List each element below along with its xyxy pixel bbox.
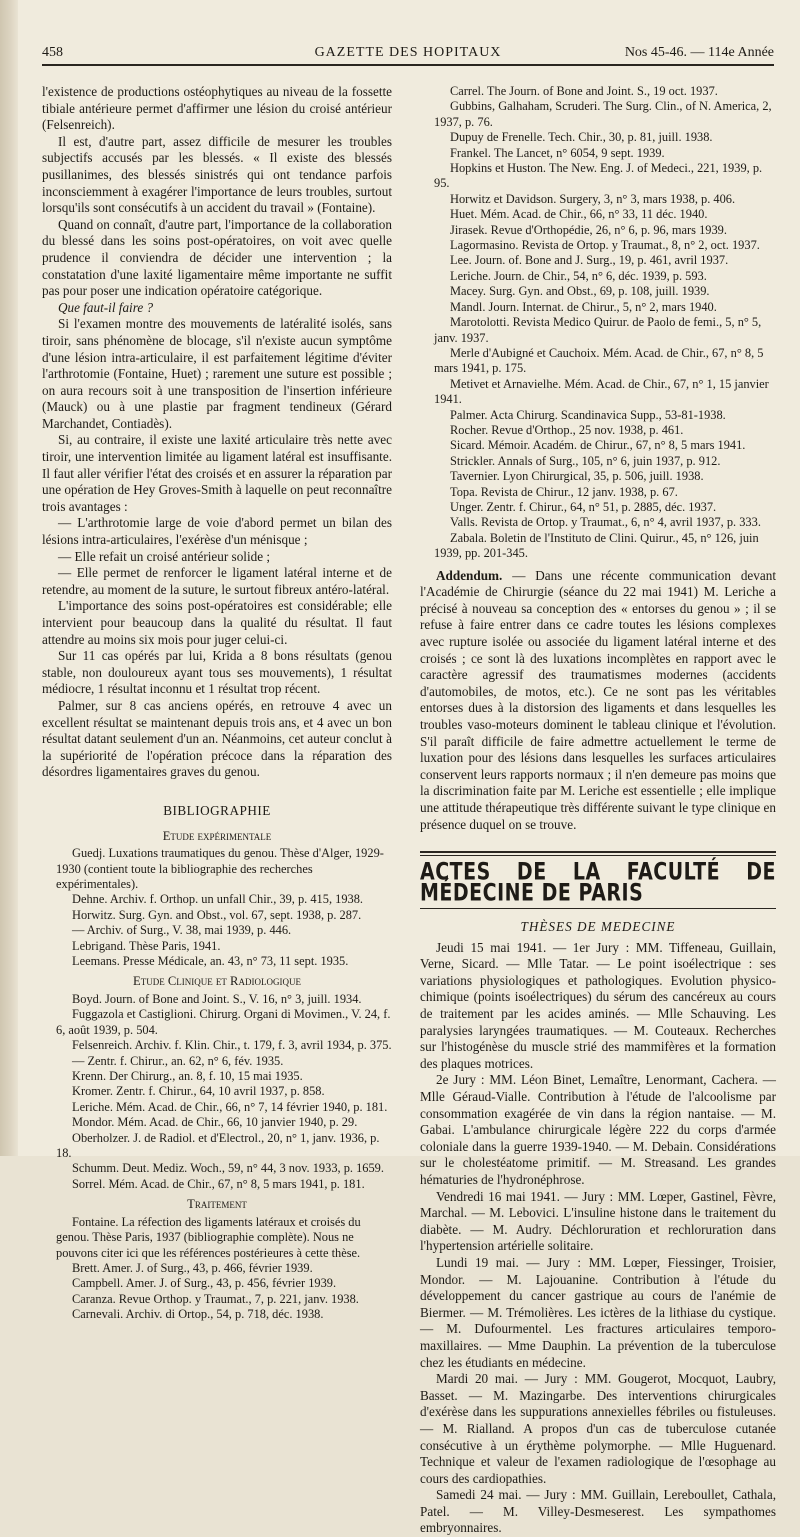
paragraph: Palmer, sur 8 cas anciens opérés, en retrouve 4 avec un excellent résultat se maintenant depuis trois ans, et 4 avec un bon résultat datant seulement d'un an. Néanmoins, cet auteur conclut à la supériorité de l'opération précoce dans la réparation des désordres ligamentaires graves du genou. bbox=[42, 697, 392, 780]
reference: Caranza. Revue Orthop. y Traumat., 7, p. 221, janv. 1938. bbox=[72, 1291, 359, 1306]
reference: Frankel. The Lancet, n° 6054, 9 sept. 1939. bbox=[450, 145, 665, 160]
paragraph: — Elle refait un croisé antérieur solide ; bbox=[58, 548, 271, 564]
reference: Marotolotti. Revista Medico Quirur. de Paolo de femi., 5, n° 5, janv. 1937. bbox=[434, 315, 762, 345]
section-title: Traitement bbox=[187, 1197, 247, 1212]
running-header bbox=[42, 42, 774, 66]
question-heading: Que faut-il faire ? bbox=[58, 299, 154, 315]
journal-title: GAZETTE DES HOPITAUX bbox=[314, 45, 502, 60]
reference: Macey. Surg. Gyn. and Obst., 69, p. 108, juill. 1939. bbox=[450, 284, 710, 299]
reference: Dupuy de Frenelle. Tech. Chir., 30, p. 81, juill. 1938. bbox=[450, 130, 713, 145]
reference: Mondor. Mém. Acad. de Chir., 66, 10 janvier 1940, p. 29. bbox=[72, 1115, 358, 1130]
thesis-entry: Samedi 24 mai. — Jury : MM. Guillain, Lereboullet, Cathala, Patel. — M. Villey-Desmeserest. Les sympathomes embryonnaires. bbox=[420, 1487, 776, 1536]
reference: Horwitz. Surg. Gyn. and Obst., vol. 67, sept. 1938, p. 287. bbox=[72, 907, 362, 922]
reference: Mandl. Journ. Internat. de Chirur., 5, n° 2, mars 1940. bbox=[450, 299, 717, 314]
paragraph: Si, au contraire, il existe une laxité articulaire très nette avec tiroir, une intervention limitée au ligament latéral est insuffisante. Il faut aller vérifier l'état des croisés et en assurer la réparation par une opération de Hey Groves-Smith à laquelle on peut reconnaître trois avantages : bbox=[42, 432, 392, 514]
reference: Lee. Journ. of. Bone and J. Surg., 19, p. 461, avril 1937. bbox=[450, 253, 729, 268]
reference: Leemans. Presse Médicale, an. 43, n° 73, 11 sept. 1935. bbox=[72, 953, 349, 968]
reference: Valls. Revista de Ortop. y Traumat., 6, n° 4, avril 1937, p. 333. bbox=[450, 515, 761, 530]
reference: Rocher. Revue d'Orthop., 25 nov. 1938, p. 461. bbox=[450, 422, 684, 437]
reference: — Zentr. f. Chirur., an. 62, n° 6, fév. 1935. bbox=[72, 1053, 284, 1068]
thesis-entry: Jeudi 15 mai 1941. — 1er Jury : MM. Tiffeneau, Guillain, Verne, Sicard. — Mlle Tatar. — Le point isoélectrique : ses variations physiologiques et pathologiques. Evolution physico-chimique (points isoélectriques) du sérum des cancéreux au cours de traitement par les acides aminés. — Mlle Schauving. Les paralysies laryngées traumatiques. — M. Couteaux. Recherches sur l'histogénèse du muscle strié des mammifères et la formation des plaques motrices. bbox=[420, 939, 776, 1071]
reference: Sorrel. Mém. Acad. de Chir., 67, n° 8, 5 mars 1941, p. 181. bbox=[72, 1176, 365, 1191]
left-column bbox=[42, 84, 392, 1323]
reference: Brett. Amer. J. of Surg., 43, p. 466, février 1939. bbox=[72, 1261, 313, 1276]
paragraph: Quand on connaît, d'autre part, l'importance de la collaboration du blessé dans les soins post-opératoires, on voit avec quelle prudence il conviendra de décider une intervention ; la constatation d'une laxité ligamentaire même importante ne suffit pas pour poser une indication opératoire catégorique. bbox=[42, 216, 392, 299]
reference: Huet. Mém. Acad. de Chir., 66, n° 33, 11 déc. 1940. bbox=[450, 207, 708, 222]
reference: Lebrigand. Thèse Paris, 1941. bbox=[72, 938, 221, 953]
paragraph: l'existence de productions ostéophytiques au niveau de la fossette tibiale antérieure permet d'affirmer une lésion du croisé antérieur (Felsenreich). bbox=[42, 84, 392, 133]
addendum-text: — Dans une récente communication devant l'Académie de Chirurgie (séance du 22 mai 1941) M. Leriche a précisé à nouveau sa conception des « entorses du genou » ; il se refuse à faire entrer dans ce cadre toutes les lésions complexes avec rupture isolée ou associée du ligament latéral interne et des croisés ; ce sont là des luxations incomplètes en rapport avec le caractère agressif des traumatismes modernes (accidents d'automobiles, de motos, etc.). Ce ne sont pas les véritables entorses dues à la distorsion des ligaments et dans lesquelles les troubles vaso-moteurs dominent le tableau clinique et l'évolution. S'il paraît difficile de faire admettre actuellement le terme de luxation pour des lésions dans lesquelles les surfaces articulaires conservent leurs rapports normaux ; il n'en demeure pas moins que la discrimination faite par M. Leriche est essentielle ; elle implique une attitude thérapeutique très différente suivant le type clinique en présence duquel on se trouve. bbox=[420, 567, 776, 832]
reference: Guedj. Luxations traumatiques du genou. Thèse d'Alger, 1929-1930 (contient toute la bibliographie des recherches expérimentales). bbox=[56, 846, 384, 891]
reference: Fuggazola et Castiglioni. Chirurg. Organi di Movimen., V. 24, f. 6, août 1939, p. 504. bbox=[56, 1007, 391, 1037]
page-number: 458 bbox=[42, 45, 63, 60]
addendum-paragraph bbox=[420, 568, 776, 834]
reference: Jirasek. Revue d'Orthopédie, 26, n° 6, p. 96, mars 1939. bbox=[450, 222, 727, 237]
reference: Merle d'Aubigné et Cauchoix. Mém. Acad. de Chir., 67, n° 8, 5 mars 1941, p. 175. bbox=[434, 345, 764, 376]
section-title: Etude Clinique et Radiologique bbox=[133, 974, 301, 989]
reference: Horwitz et Davidson. Surgery, 3, n° 3, mars 1938, p. 406. bbox=[450, 191, 736, 206]
thesis-entry: Lundi 19 mai. — Jury : MM. Lœper, Fiessinger, Troisier, Mondor. — M. Lajouanine. Contribution à l'étude du développement du cancer gastrique au cours de l'anémie de Biermer. — M. Trémolières. Les ictères de la lithiase du cystique. — M. Dufourmentel. Les fractures articulaires temporo-maxillaires. — Mme Dauphin. La prévention de la tuberculose chez les étudiants en médecine. bbox=[420, 1254, 776, 1370]
reference: Kromer. Zentr. f. Chirur., 64, 10 avril 1937, p. 858. bbox=[72, 1084, 325, 1099]
thesis-entry: Vendredi 16 mai 1941. — Jury : MM. Lœper, Gastinel, Fèvre, Marchal. — M. Lebovici. L'insuline histone dans le traitement du diabète. — M. Audry. Déchloruration et rechloruration dans l'hypertension artérielle solitaire. bbox=[420, 1188, 776, 1254]
paragraph: Il est, d'autre part, assez difficile de mesurer les troubles subjectifs accusés par les blessés. « Il existe des blessés pusillanimes, des blessés sinistrés qui ont tendance parfois inconsciemment à exagérer l'importance de leurs troubles, surtout lorsqu'ils sont consécutifs à un accident du travail » (Fontaine). bbox=[42, 133, 392, 216]
section-title: Etude expérimentale bbox=[162, 828, 272, 843]
paragraph: — L'arthrotomie large de voie d'abord permet un bilan des lésions intra-articulaires, l'exérèse d'un ménisque ; bbox=[42, 515, 392, 548]
page-binding-edge bbox=[0, 0, 18, 1156]
reference: Leriche. Mém. Acad. de Chir., 66, n° 7, 14 février 1940, p. 181. bbox=[72, 1099, 388, 1114]
reference: Palmer. Acta Chirurg. Scandinavica Supp., 53-81-1938. bbox=[450, 407, 726, 422]
reference: Felsenreich. Archiv. f. Klin. Chir., t. 179, f. 3, avril 1934, p. 375. bbox=[72, 1038, 392, 1053]
thesis-entry: Mardi 20 mai. — Jury : MM. Gougerot, Mocquot, Laubry, Basset. — M. Mazingarbe. Des interventions chirurgicales d'exérèse dans les suppurations annexielles fébriles ou fistuleuses. — M. Rialland. A propos d'un cas de tuberculose cutanée consécutive à un érythème polymorphe. — Mlle Huguenard. Technique et valeur de l'examen radiologique de l'œsophage au cours des cardiopathies. bbox=[420, 1371, 776, 1486]
section-banner: ACTES DE LA FACULTÉ DE MÉDECINE DE PARIS bbox=[420, 858, 776, 907]
reference: Unger. Zentr. f. Chirur., 64, n° 51, p. 2885, déc. 1937. bbox=[450, 499, 717, 514]
reference: Carnevali. Archiv. di Ortop., 54, p. 718, déc. 1938. bbox=[72, 1307, 324, 1322]
reference: Lagormasino. Revista de Ortop. y Traumat., 8, n° 2, oct. 1937. bbox=[450, 238, 760, 253]
banner-rule bbox=[420, 851, 776, 856]
paragraph: — Elle permet de renforcer le ligament latéral interne et de retendre, au moment de la suture, le surtout fibreux antéro-latéral. bbox=[42, 565, 392, 597]
reference: Carrel. The Journ. of Bone and Joint. S., 19 oct. 1937. bbox=[450, 84, 718, 98]
reference: Krenn. Der Chirurg., an. 8, f. 10, 15 mai 1935. bbox=[72, 1069, 303, 1083]
reference: Campbell. Amer. J. of Surg., 43, p. 456, février 1939. bbox=[72, 1276, 337, 1291]
reference: Hopkins et Huston. The New. Eng. J. of Medeci., 221, 1939, p. 95. bbox=[434, 161, 763, 191]
reference: Metivet et Arnavielhe. Mém. Acad. de Chir., 67, n° 1, 15 janvier 1941. bbox=[434, 376, 769, 407]
thesis-entry: 2e Jury : MM. Léon Binet, Lemaître, Lenormant, Cachera. — Mlle Géraud-Vialle. Contribution à l'étude de l'alcoolisme par consommation exagérée de vin dans la région nantaise. — M. Gabai. L'ambulance chirurgicale légère 222 du corps d'armée coloniale dans la guerre 1939-1940. — M. Debain. Considérations sur le cholestéatome primitif. — M. Streasand. Les grandes hématuries de l'hydronéphrose. bbox=[420, 1072, 776, 1187]
reference: Zabala. Boletin de l'Instituto de Clini. Quirur., 45, n° 126, juin 1939, pp. 201-345. bbox=[434, 530, 759, 561]
bibliography-title: BIBLIOGRAPHIE bbox=[163, 802, 271, 818]
reference: — Archiv. of Surg., V. 38, mai 1939, p. 446. bbox=[72, 923, 292, 938]
reference: Boyd. Journ. of Bone and Joint. S., V. 16, n° 3, juill. 1934. bbox=[72, 991, 362, 1006]
issue-number: Nos 45-46. — 114e Année bbox=[624, 45, 774, 60]
reference: Dehne. Archiv. f. Orthop. un unfall Chir., 39, p. 415, 1938. bbox=[72, 892, 364, 907]
banner-subtitle: THÈSES DE MEDECINE bbox=[520, 919, 676, 935]
reference: Topa. Revista de Chirur., 12 janv. 1938, p. 67. bbox=[450, 484, 678, 499]
banner-underline bbox=[420, 908, 776, 909]
reference: Leriche. Journ. de Chir., 54, n° 6, déc. 1939, p. 593. bbox=[450, 268, 707, 283]
reference: Sicard. Mémoir. Académ. de Chirur., 67, n° 8, 5 mars 1941. bbox=[450, 438, 746, 453]
paragraph: Sur 11 cas opérés par lui, Krida a 8 bons résultats (genou stable, non douloureux ayant tous ses mouvements), 1 résultat médiocre, 1 résultat inconnu et 1 résultat trop récent. bbox=[42, 648, 392, 697]
reference: Schumm. Deut. Mediz. Woch., 59, n° 44, 3 nov. 1933, p. 1659. bbox=[72, 1161, 384, 1176]
right-column bbox=[420, 84, 776, 1537]
reference: Oberholzer. J. de Radiol. et d'Electrol., 20, n° 1, janv. 1936, p. 18. bbox=[56, 1130, 380, 1161]
reference: Gubbins, Galhaham, Scruderi. The Surg. Clin., of N. America, 2, 1937, p. 76. bbox=[434, 99, 772, 129]
addendum-label: Addendum. bbox=[436, 567, 503, 583]
reference: Strickler. Annals of Surg., 105, n° 6, juin 1937, p. 912. bbox=[450, 453, 721, 468]
paragraph: Si l'examen montre des mouvements de latéralité isolés, sans tiroir, sans phénomène de blocage, s'il n'existe aucun symptôme d'une lésion intra-articulaire, il est parfaitement légitime d'éviter l'arthrotomie (Fontaine, Huet) ; rarement une suture est possible ; on aura recours soit à une transposition de l'insertion inférieure (Mauck) ou à une plastie par fragment tendineux (Gérard Marchandet, Contiadès). bbox=[42, 316, 392, 431]
paragraph: L'importance des soins post-opératoires est considérable; elle intervient pour beaucoup dans la qualité du résultat. Il faut attendre au moins six mois pour juger celui-ci. bbox=[42, 598, 392, 647]
reference: Tavernier. Lyon Chirurgical, 35, p. 506, juill. 1938. bbox=[450, 469, 704, 484]
reference: Fontaine. La réfection des ligaments latéraux et croisés du genou. Thèse Paris, 1937 (bibliographie complète). Nous ne pouvons citer ici que les références postérieures à cette thèse. bbox=[56, 1214, 361, 1260]
